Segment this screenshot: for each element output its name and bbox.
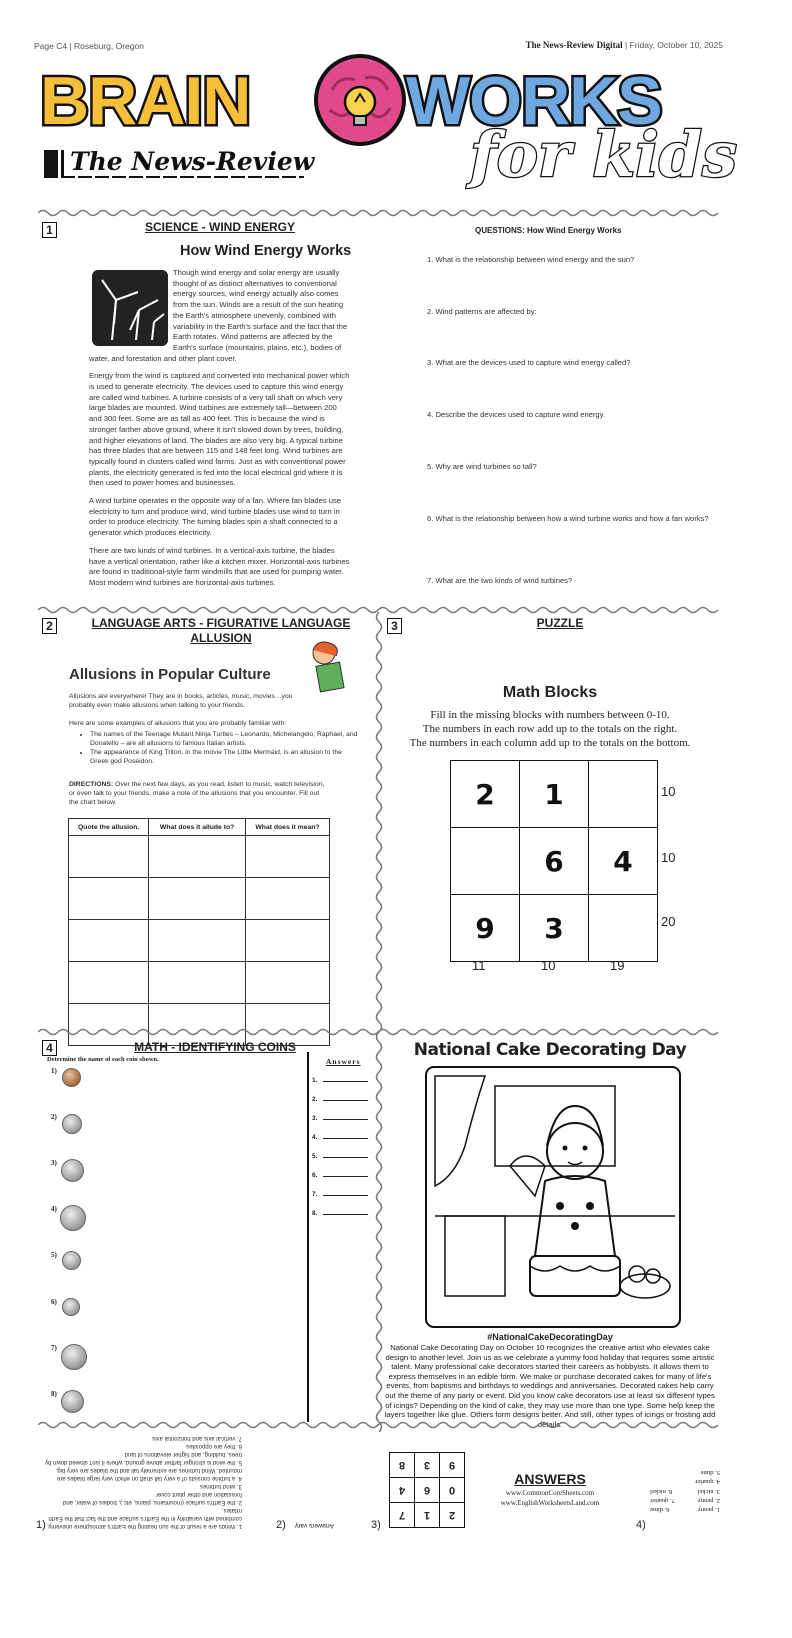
question-5: 5. Why are wind turbines so tall? [427,462,537,471]
examples-intro: Here are some examples of allusions that you are probably familiar with: [69,720,287,727]
table-header: What does it mean? [245,819,329,836]
answer-number: 6. [312,1172,318,1179]
answer-number: 5. [312,1153,318,1160]
wavy-divider-bottom [38,1420,720,1430]
article-paragraph-2: Energy from the wind is captured and converted into mechanical power which is used to generate electricity. The devices used to capture this wind energy are called wind turbines. A turbine consists of a very tall shaft on which very large blades are mounted. Wind turbines are extremely tall—between 200 and 300 feet. Some are as tall as 400 feet. This is because the wind is stronger farther above ground, where it isn't slowed down by trees, building, and higher elevations of land. The blades are also very big. A typical turbine has three blades that are between 115 and 148 feet long. Wind turbines are typically found in clusters called wind farms. Just as with conventional power plants, the electricity generated is fed into the local electrical grid where it is then used to power homes and businesses. [89,371,350,488]
table-header: What does it allude to? [149,819,246,836]
table-row [69,836,330,878]
grid-cell[interactable]: 9 [451,895,520,962]
coin-answer: 1. penny [697,1506,720,1514]
table-row [69,920,330,962]
section-number-1: 1 [42,222,57,238]
section-number-4: 4 [42,1040,57,1056]
directions [69,780,329,807]
answers-title: ANSWERS [514,1471,586,1487]
grid-cell[interactable]: 1 [520,761,589,828]
puzzle-instruction-3: The numbers in each column add up to the totals on the bottom. [409,737,691,749]
question-3: 3. What are the devices used to capture wind energy called? [427,358,631,367]
answer-line[interactable] [312,1210,368,1217]
col-total-3: 19 [610,958,625,973]
answer-grid-cell: 0 [440,1478,465,1503]
table-header: Quote the allusion. [69,819,149,836]
answer-key-line: 1. Winds are a result of the sun heating the Earth's atmosphere unevenly, combined with variability in the Earth's surface and the fact that the Earth rotates. [47,1507,242,1529]
answers-label: Answers [326,1057,361,1066]
answer-grid-cell: 8 [390,1453,415,1478]
grid-cell[interactable] [589,895,658,962]
coin-label: 2) [51,1113,57,1121]
coin-image [60,1205,86,1231]
coin-label: 4) [51,1205,57,1213]
coin-label: 7) [51,1344,57,1352]
puzzle-instruction-1: Fill in the missing blocks with numbers between 0-10. [430,709,670,721]
answer-line[interactable] [312,1134,368,1141]
table-cell[interactable] [149,920,246,962]
answer-number: 7. [312,1191,318,1198]
answer-line[interactable] [312,1096,368,1103]
article-title: How Wind Energy Works [180,243,352,259]
section4-title: MATH - IDENTIFYING COINS [134,1040,296,1054]
coin-answer: 8. nickel [650,1487,673,1495]
question-6: 6. What is the relationship between how a wind turbine works and how a fan works? [427,514,709,523]
question-1: 1. What is the relationship between wind energy and the sun? [427,255,635,264]
table-cell[interactable] [69,878,149,920]
answer-label-4: 4) [636,1519,646,1531]
answer-number: 2. [312,1096,318,1103]
question-7: 7. What are the two kinds of wind turbines? [427,576,573,585]
coin-image [61,1390,84,1413]
row-total-3: 20 [661,914,676,929]
answer-label-2: 2) [276,1519,286,1531]
girl-reading-illustration [304,638,350,694]
answer-grid-cell: 4 [390,1478,415,1503]
banner-word-works: WORKS [406,63,662,139]
table-cell[interactable] [245,836,329,878]
article-paragraph-3: A wind turbine operates in the opposite way of a fan. Where fan blades use electricity to turn and produce wind, wind turbine blades use wind to turn in order to produce electricity. The turning blades spin a shaft connected to a generator which produces electricity. [89,496,342,538]
coin-image [62,1298,80,1316]
answer-key-grid [389,1452,465,1528]
banner-tagline: for kids [470,118,738,191]
allusion-intro: Allusions are everywhere! They are in books, articles, music, movies…you probably even make allusions when talking to your friends. [69,693,293,709]
table-cell[interactable] [245,920,329,962]
penny-coin-image [62,1068,81,1087]
table-cell[interactable] [69,962,149,1004]
list-item: • The names of the Teenage Mutant Ninja Turtles – Leonardo, Michelangelo, Raphael, and Donatello – are all allusions to famous Italian artists. [90,730,360,748]
article-body [89,268,351,596]
masthead-date [526,40,723,50]
cake-hashtag: #NationalCakeDecoratingDay [487,1332,613,1342]
section2-title: LANGUAGE ARTS - FIGURATIVE LANGUAGE [91,616,351,630]
wavy-divider-vertical [374,612,384,1432]
questions-title: QUESTIONS: How Wind Energy Works [475,226,622,235]
answer-label-1: 1) [36,1519,46,1531]
section-number-3: 3 [387,618,402,634]
table-row [69,878,330,920]
answer-grid-cell: 7 [390,1503,415,1528]
coin-answer: 2. penny [697,1496,720,1504]
coin-label: 6) [51,1298,57,1306]
directions-text: Over the next few days, as you read, listen to music, watch television, or even talk to your friends, make a note of the allusions that you encounter. Fill out the chart below. [69,781,325,806]
section-number-2: 2 [42,618,57,634]
wavy-divider-top [38,208,720,218]
coin-label: 3) [51,1159,57,1167]
coins-instruction: Determine the name of each coin shown. [47,1056,159,1063]
answer-key-allusion: Answers vary [295,1522,335,1529]
section3-title: PUZZLE [536,616,584,630]
col-total-1: 11 [472,958,486,973]
table-cell[interactable] [149,962,246,1004]
answer-number: 1. [312,1077,318,1084]
grid-cell[interactable] [589,761,658,828]
article-paragraph-1: Though wind energy and solar energy are usually thought of as distinct alternatives to conventional energy sources, wind energy actually also comes from the sun. Winds are a result of the sun heating the Earth's atmosphere unevenly, combined with variability in the Earth's surface and the fact that the Earth rotates. Wind patterns are affected by the Earth's surface (mountains, plains, etc.), bodies of water, and forestation and other plant cover. [89,268,348,363]
directions-label: DIRECTIONS: [69,781,114,788]
grid-cell[interactable]: 3 [520,895,589,962]
table-cell[interactable] [69,836,149,878]
answer-key-line: 6. they are opposites [186,1443,242,1449]
coin-image [61,1159,84,1182]
answer-grid-cell: 6 [415,1478,440,1503]
allusion-table [68,818,330,1046]
allusion-title: Allusions in Popular Culture [69,666,271,683]
coin-image [61,1344,87,1370]
coin-label: 1) [51,1067,57,1075]
answers-divider [307,1052,309,1422]
answer-grid-cell: 2 [440,1503,465,1528]
puzzle-instructions [390,708,710,750]
question-4: 4. Describe the devices used to capture wind energy. [427,410,605,419]
answer-key-science [36,1434,242,1530]
coin-answer: 3. nickel [697,1487,720,1495]
table-cell[interactable] [149,836,246,878]
answer-key-line: 4. a turbine consists of a very tall shaft on which very large blades are mounted. Wind turbines are extremely tall and the blades are very big. [55,1467,242,1481]
coin-label: 5) [51,1251,57,1259]
answer-key-line: 7. vertical axis and horizontal axis [152,1435,242,1441]
grid-cell[interactable] [451,828,520,895]
table-cell[interactable] [245,878,329,920]
table-cell[interactable] [149,878,246,920]
page-info: Page C4 | Roseburg, Oregon [34,41,144,51]
coin-answer: 5. dime [700,1469,720,1477]
brain-bulb-logo [310,50,410,150]
answer-number: 8. [312,1210,318,1217]
row-total-1: 10 [661,784,676,799]
puzzle-title: Math Blocks [502,684,598,701]
table-row [69,962,330,1004]
grid-cell[interactable]: 6 [520,828,589,895]
answer-label-3: 3) [371,1519,381,1531]
credit-site-2: www.EnglishWorksheetsLand.com [500,1499,600,1507]
coin-image [62,1251,81,1270]
coin-answer: 4. quarter [695,1478,720,1486]
grid-cell[interactable]: 4 [589,828,658,895]
coin-label: 8) [51,1390,57,1398]
answer-key-line: 5. the wind is stronger farther above ground, where it isn't slowed down by trees, building, and higher elevations of land [45,1451,242,1465]
credit-site-1: www.CommonCoreSheets.com [505,1489,595,1497]
wavy-divider-lower [38,1027,720,1037]
answer-key-line: 3. wind turbines [199,1483,242,1489]
coin-answer: 6. dime [650,1506,670,1514]
paper-name: The News-Review Digital [525,40,623,50]
section2-subtitle: ALLUSION [190,631,252,645]
answer-grid-cell: 9 [440,1453,465,1478]
article-paragraph-4: There are two kinds of wind turbines. In a vertical-axis turbine, the blades have a vertical orientation, rather like a kitchen mixer. Horizontal-axis turbines are found in traditional-style farm windmills that are used for pumping water. Most modern wind turbines are horizontal-axis turbines. [89,545,350,587]
banner-paper-box [64,147,320,176]
answer-key-coins [650,1468,720,1514]
answer-grid-cell: 1 [415,1503,440,1528]
answer-key-line: 2. the Earth's surface (mountains, plains, etc.), bodies of water, and forestation and other plant cover [63,1491,242,1505]
answer-line[interactable] [312,1153,368,1160]
answer-line[interactable] [312,1172,368,1179]
issue-date: | Friday, October 10, 2025 [625,40,723,50]
puzzle-instruction-2: The numbers in each row add up to the totals on the right. [422,723,678,735]
cake-body: National Cake Decorating Day on October 10 recognizes the creative artist who elevates cake design to another level. Join us as we celebrate a yummy food holiday that requires some artistic talent. Many professional cake decorators started their careers as hobbyists. It allows them to express themselves in an edible form. We make or purchase decorated cakes for many of life's events, from baptisms and birthdays to weddings and anniversaries. Decorated cakes help carry out the theme of any party or event. Did you know cake decorators use at least six different types of icings? Depending on the kind of cake, they may use more than one type. Some help keep the layers together like glue. Others form designs better. And still, other types of icings or frosting add details. [384,1343,716,1429]
table-cell[interactable] [69,920,149,962]
col-total-2: 10 [541,958,556,973]
answer-line[interactable] [312,1191,368,1198]
grid-cell[interactable]: 2 [451,761,520,828]
row-total-2: 10 [661,850,676,865]
answer-line[interactable] [312,1115,368,1122]
answer-number: 3. [312,1115,318,1122]
answer-number: 4. [312,1134,318,1141]
cake-day-title: National Cake Decorating Day [413,1040,687,1060]
cake-decorating-coloring-illustration [425,1066,681,1328]
section1-title: SCIENCE - WIND ENERGY [144,220,295,234]
banner-paper-name: The News-Review [70,147,315,176]
allusion-examples [56,730,360,766]
answer-line[interactable] [312,1077,368,1084]
table-cell[interactable] [245,962,329,1004]
coin-image [62,1114,82,1134]
math-blocks-grid [450,760,658,962]
banner-word-brain: BRAIN [40,63,251,139]
coin-answer: 7. quarter [650,1496,675,1504]
list-item: • The appearance of King Triton, in the movie The Little Mermaid, is an allusion to the Greek god Poseidon. [90,748,360,766]
question-2: 2. Wind patterns are affected by: [427,307,537,316]
answer-grid-cell: 3 [415,1453,440,1478]
